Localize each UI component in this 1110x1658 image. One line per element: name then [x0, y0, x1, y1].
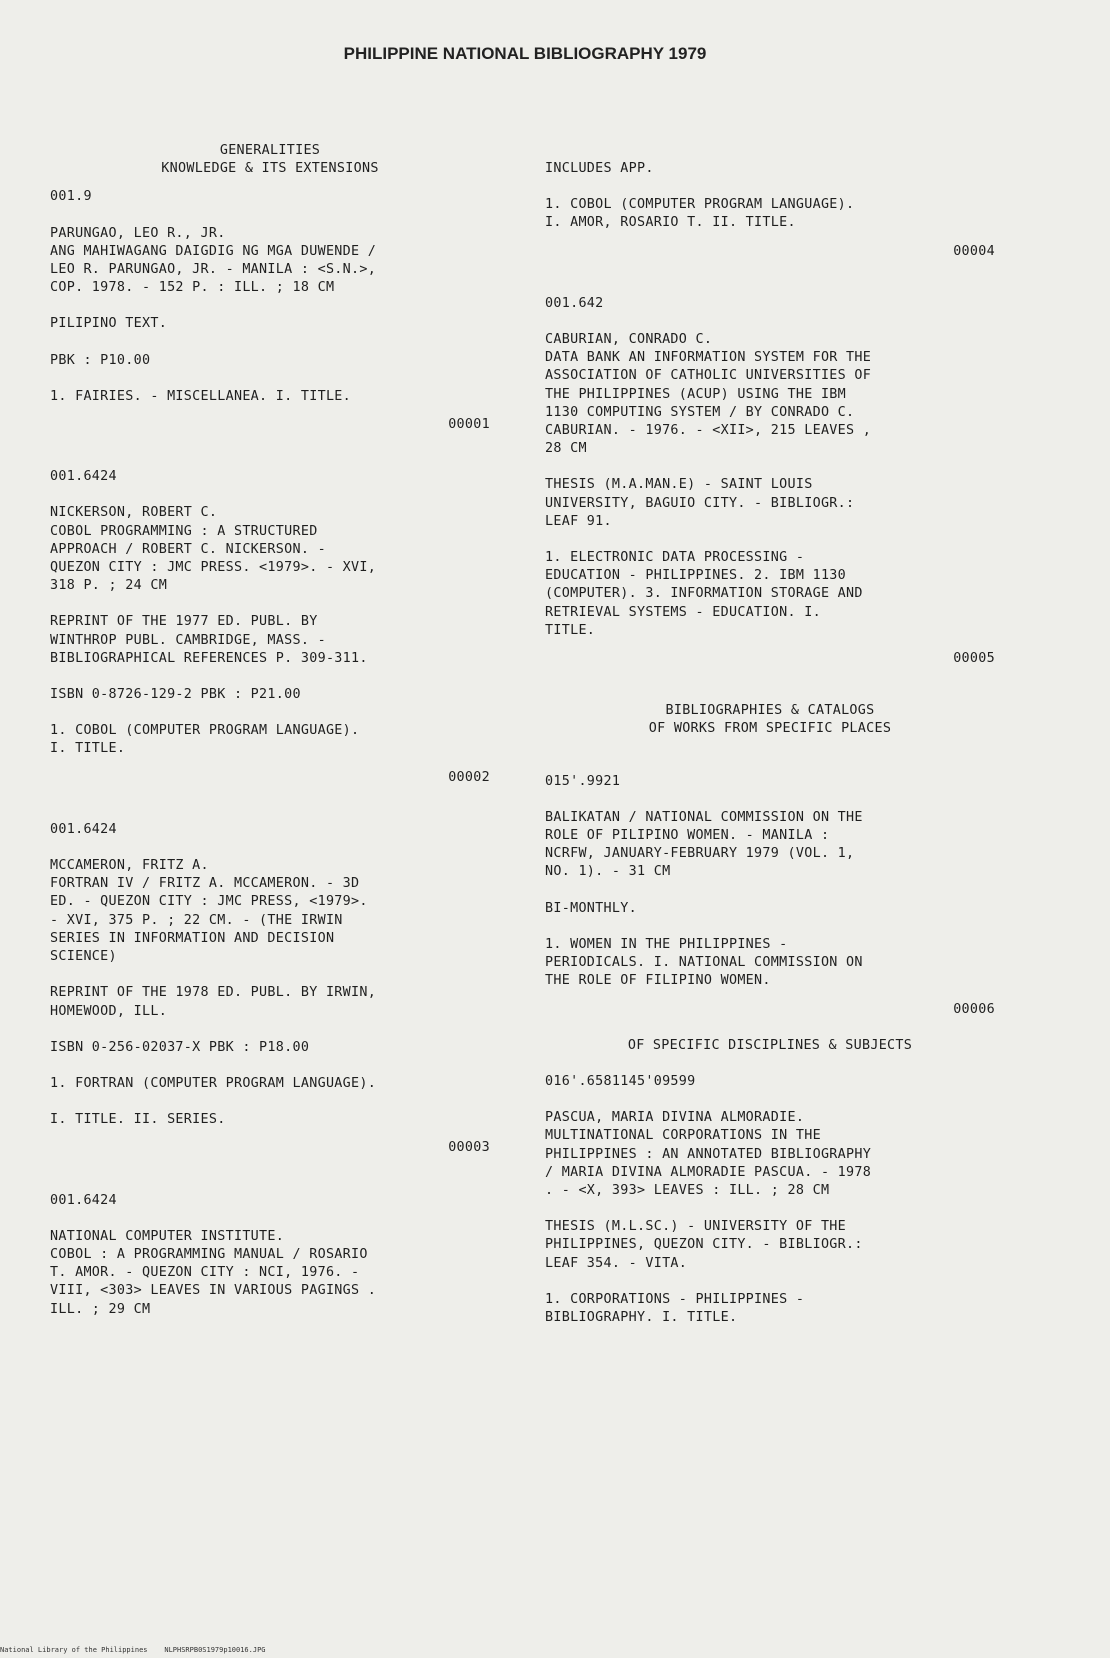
spacer [545, 1091, 995, 1109]
spacer [545, 1019, 995, 1037]
entry-description [50, 857, 490, 966]
entry-note-line: TITLE. [545, 622, 596, 638]
entry-description-line: T. AMOR. - QUEZON CITY : NCI, 1976. - [50, 1265, 360, 1281]
entry-description-line: NICKERSON, ROBERT C. [50, 505, 218, 521]
spacer [50, 486, 490, 504]
entry-description-line: PARUNGAO, LEO R., JR. [50, 225, 226, 241]
entry-description-line: 1130 COMPUTING SYSTEM / BY CONRADO C. [545, 404, 855, 420]
spacer [545, 791, 995, 809]
entry-description-line: 28 CM [545, 441, 587, 457]
spacer [50, 370, 490, 388]
entry-note-line: THESIS (M.L.SC.) - UNIVERSITY OF THE [545, 1219, 847, 1235]
entry-description [50, 1228, 490, 1319]
entry-note-line: I. AMOR, ROSARIO T. II. TITLE. [545, 215, 796, 231]
spacer [545, 739, 995, 773]
entry-description-line: SERIES IN INFORMATION AND DECISION [50, 930, 335, 946]
spacer [50, 178, 490, 188]
spacer [545, 1273, 995, 1291]
section-heading-line: OF WORKS FROM SPECIFIC PLACES [648, 721, 892, 737]
entry-number: 00005 [953, 651, 995, 667]
class-number: 001.642 [545, 295, 604, 311]
spacer [50, 1129, 490, 1139]
entry-description-line: MCCAMERON, FRITZ A. [50, 858, 209, 874]
entry-note-line: 1. COBOL (COMPUTER PROGRAM LANGUAGE). [50, 723, 360, 739]
class-number: 016'.6581145'09599 [545, 1073, 696, 1089]
entry-note-line: 1. CORPORATIONS - PHILIPPINES - [545, 1291, 805, 1307]
spacer [50, 787, 490, 821]
section-heading [50, 142, 490, 178]
spacer [50, 334, 490, 352]
entry-description-line: THE PHILIPPINES (ACUP) USING THE IBM [545, 386, 847, 402]
entry-note [50, 1039, 490, 1057]
entry-note-line: 1. WOMEN IN THE PHILIPPINES - [545, 936, 788, 952]
spacer [50, 207, 490, 225]
entry-description-line: MULTINATIONAL CORPORATIONS IN THE [545, 1128, 821, 1144]
entry-description-line: NATIONAL COMPUTER INSTITUTE. [50, 1228, 285, 1244]
entry-description-line: APPROACH / ROBERT C. NICKERSON. - [50, 541, 326, 557]
entry-note [545, 549, 995, 640]
entry-note [545, 1291, 995, 1327]
entry-note-line: BIBLIOGRAPHICAL REFERENCES P. 309-311. [50, 650, 368, 666]
entry-note-line: I. TITLE. [50, 741, 126, 757]
spacer [545, 233, 995, 243]
spacer [50, 1021, 490, 1039]
section-heading [545, 702, 995, 738]
entry-description-line: ROLE OF PILIPINO WOMEN. - MANILA : [545, 828, 830, 844]
entry-note-line: LEAF 91. [545, 513, 612, 529]
entry-note-line: HOMEWOOD, ILL. [50, 1003, 168, 1019]
entry-note-line: UNIVERSITY, BAGUIO CITY. - BIBLIOGR.: [545, 495, 855, 511]
spacer [50, 1210, 490, 1228]
entry-description [50, 225, 490, 298]
entry-description-line: - XVI, 375 P. ; 22 CM. - (THE IRWIN [50, 912, 343, 928]
page-title: PHILIPPINE NATIONAL BIBLIOGRAPHY 1979 [343, 44, 707, 63]
entry-note-line: I. TITLE. II. SERIES. [50, 1112, 226, 1128]
entry-description-line: QUEZON CITY : JMC PRESS. <1979>. - XVI, [50, 560, 377, 576]
entry-description-line: DATA BANK AN INFORMATION SYSTEM FOR THE [545, 350, 872, 366]
entry-description-line: VIII, <303> LEAVES IN VARIOUS PAGINGS . [50, 1283, 377, 1299]
entry-description-line: 318 P. ; 24 CM [50, 578, 168, 594]
entry-description-line: COBOL PROGRAMMING : A STRUCTURED [50, 523, 318, 539]
spacer [545, 991, 995, 1001]
entry-description-line: . - <X, 393> LEAVES : ILL. ; 28 CM [545, 1182, 830, 1198]
class-number: 015'.9921 [545, 773, 621, 789]
entry-note [545, 1218, 995, 1273]
entry-note [545, 936, 995, 991]
spacer [50, 1158, 490, 1192]
entry-description-line: ILL. ; 29 CM [50, 1301, 151, 1317]
entry-note [50, 315, 490, 333]
spacer [545, 1200, 995, 1218]
spacer [50, 406, 490, 416]
class-number: 001.6424 [50, 821, 117, 837]
entry-description-line: ANG MAHIWAGANG DAIGDIG NG MGA DUWENDE / [50, 243, 377, 259]
spacer [50, 759, 490, 769]
spacer [545, 918, 995, 936]
entry-note [50, 388, 490, 406]
entry-description-line: COBOL : A PROGRAMMING MANUAL / ROSARIO [50, 1246, 368, 1262]
spacer [545, 142, 995, 160]
entry-note [50, 1111, 490, 1129]
entry-description [545, 809, 995, 882]
section-heading-line: BIBLIOGRAPHIES & CATALOGS [665, 703, 875, 719]
entry-note-line: LEAF 354. - VITA. [545, 1255, 688, 1271]
entry-note-line: PILIPINO TEXT. [50, 316, 168, 332]
entry-note-line: BI-MONTHLY. [545, 900, 637, 916]
spacer [545, 178, 995, 196]
entry-description-line: CABURIAN. - 1976. - <XII>, 215 LEAVES , [545, 423, 872, 439]
entry-note-line: THESIS (M.A.MAN.E) - SAINT LOUIS [545, 477, 813, 493]
entry-note-line: 1. FORTRAN (COMPUTER PROGRAM LANGUAGE). [50, 1075, 377, 1091]
entry-description-line: LEO R. PARUNGAO, JR. - MANILA : <S.N.>, [50, 262, 377, 278]
spacer [50, 595, 490, 613]
entry-description-line: ED. - QUEZON CITY : JMC PRESS, <1979>. [50, 894, 368, 910]
entry-description [545, 331, 995, 458]
entry-note-line: PHILIPPINES, QUEZON CITY. - BIBLIOGR.: [545, 1237, 863, 1253]
spacer [50, 839, 490, 857]
spacer [545, 1055, 995, 1073]
entry-number: 00001 [448, 417, 490, 433]
entry-description-line: COP. 1978. - 152 P. : ILL. ; 18 CM [50, 280, 335, 296]
entry-description [545, 1109, 995, 1200]
entry-note [50, 686, 490, 704]
entry-note [50, 722, 490, 758]
entry-description-line: ASSOCIATION OF CATHOLIC UNIVERSITIES OF [545, 368, 872, 384]
entry-number: 00003 [448, 1140, 490, 1156]
spacer [545, 261, 995, 295]
entry-number: 00002 [448, 769, 490, 785]
entry-note [545, 160, 995, 178]
class-number: 001.9 [50, 189, 92, 205]
entry-note-line: PERIODICALS. I. NATIONAL COMMISSION ON [545, 955, 863, 971]
entry-note-line: REPRINT OF THE 1977 ED. PUBL. BY [50, 614, 318, 630]
entry-description [50, 504, 490, 595]
entry-description-line: NO. 1). - 31 CM [545, 864, 671, 880]
entry-note [50, 1075, 490, 1093]
entry-note [50, 352, 490, 370]
spacer [50, 704, 490, 722]
entry-note-line: (COMPUTER). 3. INFORMATION STORAGE AND [545, 586, 863, 602]
entry-description-line: NCRFW, JANUARY-FEBRUARY 1979 (VOL. 1, [545, 846, 855, 862]
entry-description-line: CABURIAN, CONRADO C. [545, 332, 713, 348]
entry-description-line: PHILIPPINES : AN ANNOTATED BIBLIOGRAPHY [545, 1146, 872, 1162]
scan-footer: National Library of the Philippines NLPHSRPB0S1979p10016.JPG [0, 1646, 266, 1654]
spacer [50, 434, 490, 468]
sub-heading: OF SPECIFIC DISCIPLINES & SUBJECTS [627, 1037, 913, 1053]
section-heading-line: GENERALITIES [219, 143, 321, 158]
section-heading-line: KNOWLEDGE & ITS EXTENSIONS [161, 161, 379, 177]
entry-description-line: FORTRAN IV / FRITZ A. MCCAMERON. - 3D [50, 876, 360, 892]
spacer [545, 531, 995, 549]
entry-description-line: SCIENCE) [50, 949, 117, 965]
entry-note-line: WINTHROP PUBL. CAMBRIDGE, MASS. - [50, 632, 326, 648]
spacer [50, 1093, 490, 1111]
entry-note-line: ISBN 0-8726-129-2 PBK : P21.00 [50, 687, 301, 703]
spacer [50, 1057, 490, 1075]
entry-note-line: REPRINT OF THE 1978 ED. PUBL. BY IRWIN, [50, 985, 377, 1001]
entry-note-line: EDUCATION - PHILIPPINES. 2. IBM 1130 [545, 568, 847, 584]
entry-number: 00004 [953, 243, 995, 259]
entry-note-line: PBK : P10.00 [50, 352, 151, 368]
entry-description-line: / MARIA DIVINA ALMORADIE PASCUA. - 1978 [545, 1164, 872, 1180]
entry-note-line: 1. ELECTRONIC DATA PROCESSING - [545, 550, 805, 566]
class-number: 001.6424 [50, 469, 117, 485]
entry-note [50, 613, 490, 668]
entry-description-line: PASCUA, MARIA DIVINA ALMORADIE. [545, 1110, 805, 1126]
entry-note [50, 984, 490, 1020]
spacer [50, 966, 490, 984]
entry-note-line: ISBN 0-256-02037-X PBK : P18.00 [50, 1039, 310, 1055]
entry-note-line: INCLUDES APP. [545, 161, 654, 176]
entry-note-line: 1. FAIRIES. - MISCELLANEA. I. TITLE. [50, 388, 352, 404]
entry-note-line: BIBLIOGRAPHY. I. TITLE. [545, 1309, 738, 1325]
spacer [545, 313, 995, 331]
entry-note-line: THE ROLE OF FILIPINO WOMEN. [545, 973, 771, 989]
entry-note-line: RETRIEVAL SYSTEMS - EDUCATION. I. [545, 604, 821, 620]
entry-note [545, 196, 995, 232]
spacer [545, 882, 995, 900]
spacer [545, 640, 995, 650]
spacer [50, 668, 490, 686]
spacer [545, 668, 995, 702]
entry-number: 00006 [953, 1001, 995, 1017]
entry-description-line: BALIKATAN / NATIONAL COMMISSION ON THE [545, 809, 863, 825]
spacer [50, 297, 490, 315]
entry-note [545, 900, 995, 918]
spacer [545, 458, 995, 476]
entry-note [545, 476, 995, 531]
left-column [50, 142, 490, 1319]
class-number: 001.6424 [50, 1192, 117, 1208]
entry-note-line: 1. COBOL (COMPUTER PROGRAM LANGUAGE). [545, 197, 855, 213]
right-column [545, 142, 995, 1327]
